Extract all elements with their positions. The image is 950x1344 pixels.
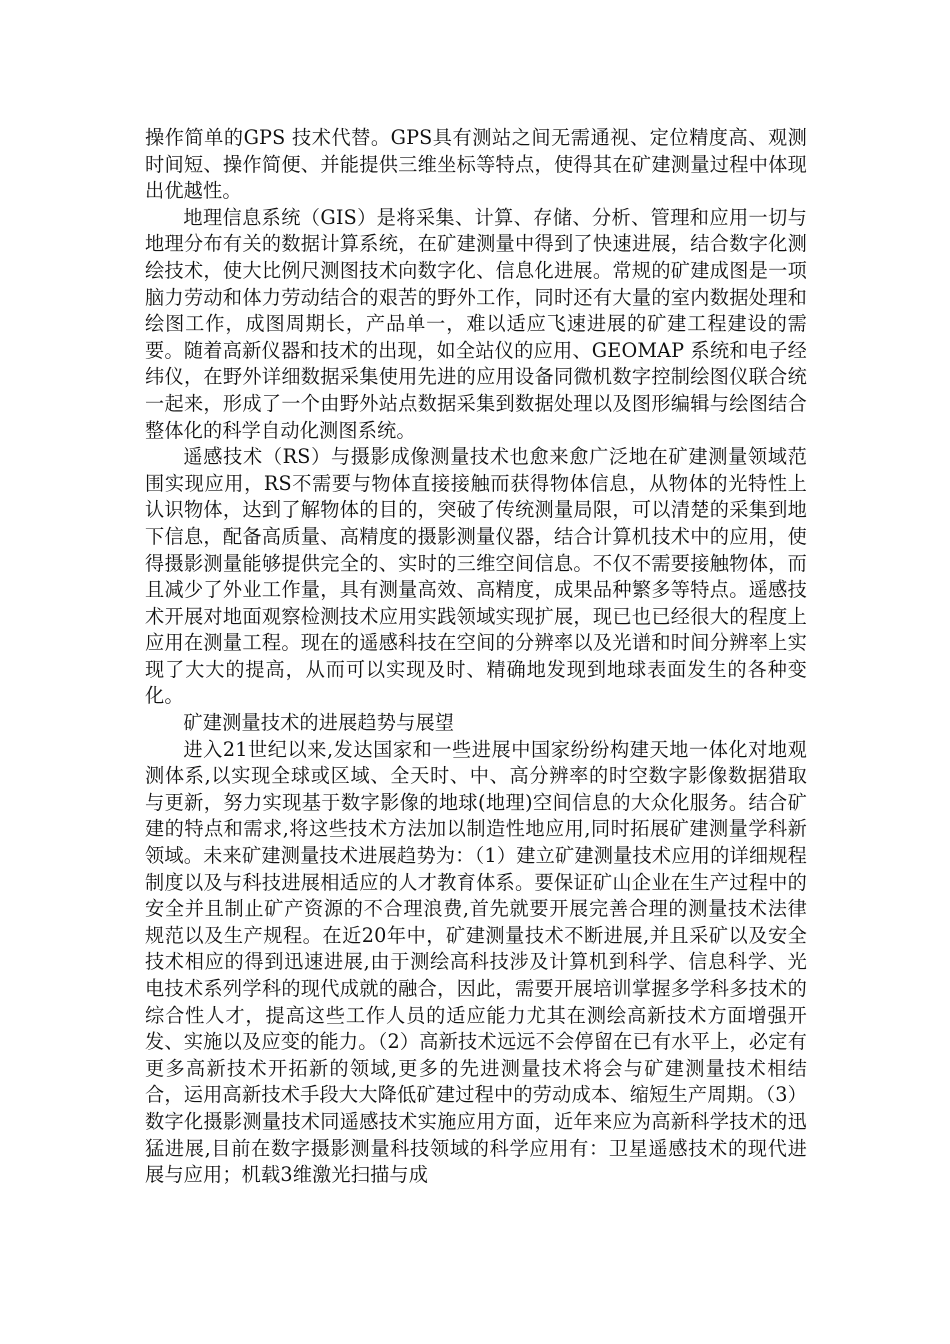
paragraph-gps-intro: 操作简单的GPS 技术代替。GPS具有测站之间无需通视、定位精度高、观测时间短、操作简便、并能提供三维坐标等特点，使得其在矿建测量过程中体现出优越性。 — [145, 126, 807, 203]
paragraph-remote-sensing: 遥感技术（RS）与摄影成像测量技术也愈来愈广泛地在矿建测量领域范围实现应用，RS不需要与物体直接接触而获得物体信息，从物体的光特性上认识物体，达到了解物体的目的，突破了传统测量局限，可以清楚的采集到地下信息，配备高质量、高精度的摄影测量仪器，结合计算机技术中的应用，使得摄影测量能够提供完全的、实时的三维空间信息。不仅不需要接触物体，而且减少了外业工作量，具有测量高效、高精度，成果品种繁多等特点。遥感技术开展对地面观察检测技术应用实践领域实现扩展，现已也已经很大的程度上应用在测量工程。现在的遥感科技在空间的分辨率以及光谱和时间分辨率上实现了大大的提高，从而可以实现及时、精确地发现到地球表面发生的各种变化。 — [145, 445, 807, 708]
paragraph-trends: 进入21世纪以来,发达国家和一些进展中国家纷纷构建天地一体化对地观测体系,以实现全球或区域、全天时、中、高分辨率的时空数字影像数据猎取与更新，努力实现基于数字影像的地球(地理)空间信息的大众化服务。结合矿建的特点和需求,将这些技术方法加以制造性地应用,同时拓展矿建测量学科新领域。未来矿建测量技术进展趋势为：（1）建立矿建测量技术应用的详细规程制度以及与科技进展相适应的人才教育体系。要保证矿山企业在生产过程中的安全并且制止矿产资源的不合理浪费,首先就要开展完善合理的测量技术法律规范以及生产规程。在近20年中，矿建测量技术不断进展,并且采矿以及安全技术相应的得到迅速进展,由于测绘高科技涉及计算机到科学、信息科学、光电技术系列学科的现代成就的融合，因此，需要开展培训掌握多学科多技术的综合性人才，提高这些工作人员的适应能力尤其在测绘高新技术方面增强开发、实施以及应变的能力。（2）高新技术远远不会停留在已有水平上，必定有更多高新技术开拓新的领域,更多的先进测量技术将会与矿建测量技术相结合，运用高新技术手段大大降低矿建过程中的劳动成本、缩短生产周期。（3）数字化摄影测量技术同遥感技术实施应用方面，近年来应为高新科学技术的迅猛进展,目前在数字摄影测量科技领域的科学应用有：卫星遥感技术的现代进展与应用；机载3维激光扫描与成 — [145, 737, 807, 1187]
paragraph-gis: 地理信息系统（GIS）是将采集、计算、存储、分析、管理和应用一切与地理分布有关的数据计算系统，在矿建测量中得到了快速进展，结合数字化测绘技术，使大比例尺测图技术向数字化、信息化进展。常规的矿建成图是一项脑力劳动和体力劳动结合的艰苦的野外工作，同时还有大量的室内数据处理和绘图工作，成图周期长，产品单一，难以适应飞速进展的矿建工程建设的需要。随着高新仪器和技术的出现，如全站仪的应用、GEOMAP 系统和电子经纬仪，在野外详细数据采集使用先进的应用设备同微机数字控制绘图仪联合统一起来，形成了一个由野外站点数据采集到数据处理以及图形编辑与绘图结合整体化的科学自动化测图系统。 — [145, 205, 807, 442]
section-heading-trends: 矿建测量技术的进展趋势与展望 — [183, 711, 455, 735]
body-text — [145, 125, 807, 1189]
